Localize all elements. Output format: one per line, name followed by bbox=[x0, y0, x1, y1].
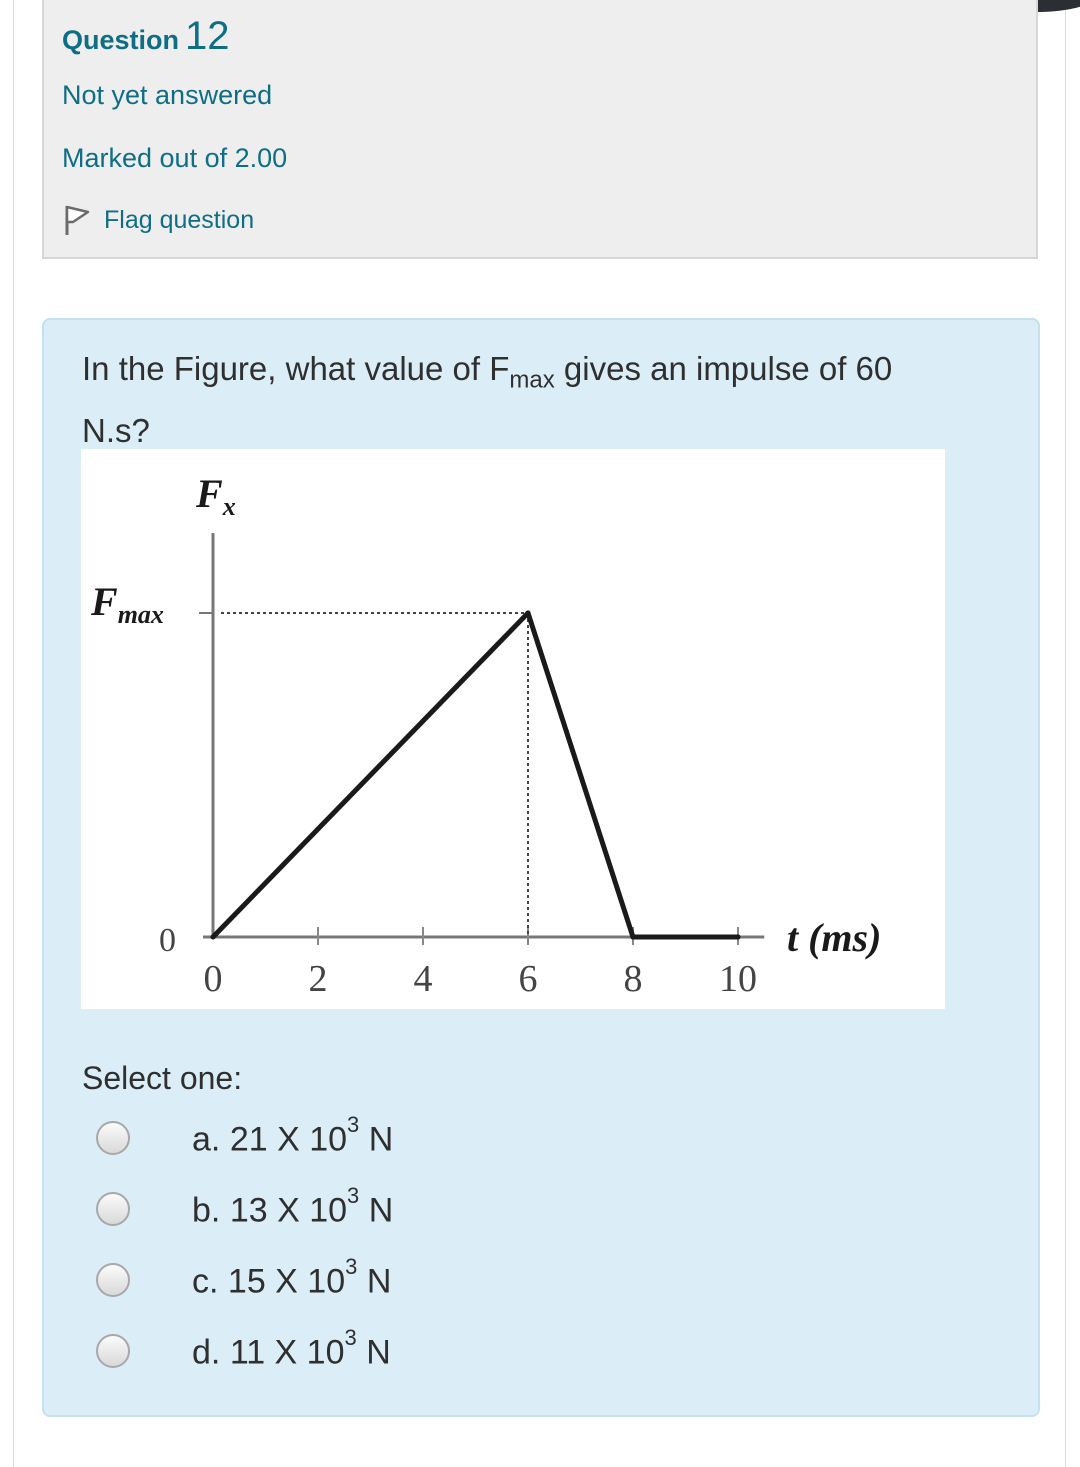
force-data-point bbox=[526, 611, 531, 616]
radio-button[interactable] bbox=[96, 1121, 130, 1155]
question-text-end: gives an impulse of 60 N.s? bbox=[82, 350, 893, 449]
force-curve-segment bbox=[528, 613, 633, 937]
x-tick-label: 8 bbox=[623, 958, 643, 1000]
answer-label: b. 13 X $10^3$ N bbox=[192, 1183, 394, 1230]
question-text-start: In the Figure, what value of F bbox=[82, 350, 510, 387]
radio-button[interactable] bbox=[96, 1192, 130, 1226]
force-time-chart bbox=[81, 449, 945, 1009]
flag-icon bbox=[62, 203, 92, 237]
force-curve-segment bbox=[213, 613, 528, 937]
question-state: Not yet answered bbox=[62, 80, 273, 110]
y-zero-label: 0 bbox=[159, 922, 176, 959]
x-axis-label: t (ms) bbox=[787, 915, 882, 960]
y-axis-label: $F_x$ bbox=[196, 471, 236, 521]
answer-option-c[interactable] bbox=[44, 1248, 644, 1308]
question-content bbox=[42, 318, 1040, 1417]
x-tick-label: 2 bbox=[308, 958, 328, 1000]
force-time-figure bbox=[81, 449, 945, 1009]
x-tick-label: 4 bbox=[413, 958, 433, 1000]
radio-button[interactable] bbox=[96, 1263, 130, 1297]
answer-option-a[interactable] bbox=[44, 1106, 644, 1166]
question-text-sub: max bbox=[509, 366, 555, 394]
fmax-label: $F_{max}$ bbox=[91, 579, 164, 629]
answer-label: a. 21 X $10^3$ N bbox=[192, 1112, 394, 1159]
force-data-point bbox=[631, 935, 636, 940]
x-tick-label: 6 bbox=[518, 958, 538, 1000]
question-number-value: 12 bbox=[185, 14, 230, 58]
answer-label: d. 11 X $10^3$ N bbox=[192, 1325, 391, 1372]
x-tick-label: 10 bbox=[719, 958, 757, 1000]
flag-question-toggle[interactable] bbox=[62, 203, 254, 237]
question-grade: Marked out of 2.00 bbox=[62, 143, 288, 173]
radio-button[interactable] bbox=[96, 1334, 130, 1368]
force-data-point bbox=[736, 935, 741, 940]
question-label: Question bbox=[62, 25, 180, 55]
question-number bbox=[62, 14, 230, 59]
select-one-prompt: Select one: bbox=[82, 1060, 243, 1096]
force-data-point bbox=[211, 935, 216, 940]
flag-question-label: Flag question bbox=[104, 205, 255, 234]
answer-option-b[interactable] bbox=[44, 1177, 644, 1237]
answer-option-d[interactable] bbox=[44, 1319, 644, 1379]
x-tick-label: 0 bbox=[203, 958, 223, 1000]
answer-label: c. 15 X $10^3$ N bbox=[192, 1254, 392, 1301]
page-border-left bbox=[13, 0, 14, 1467]
question-text bbox=[82, 344, 962, 456]
page-border-right bbox=[1065, 0, 1066, 1467]
question-info-panel bbox=[42, 0, 1038, 259]
